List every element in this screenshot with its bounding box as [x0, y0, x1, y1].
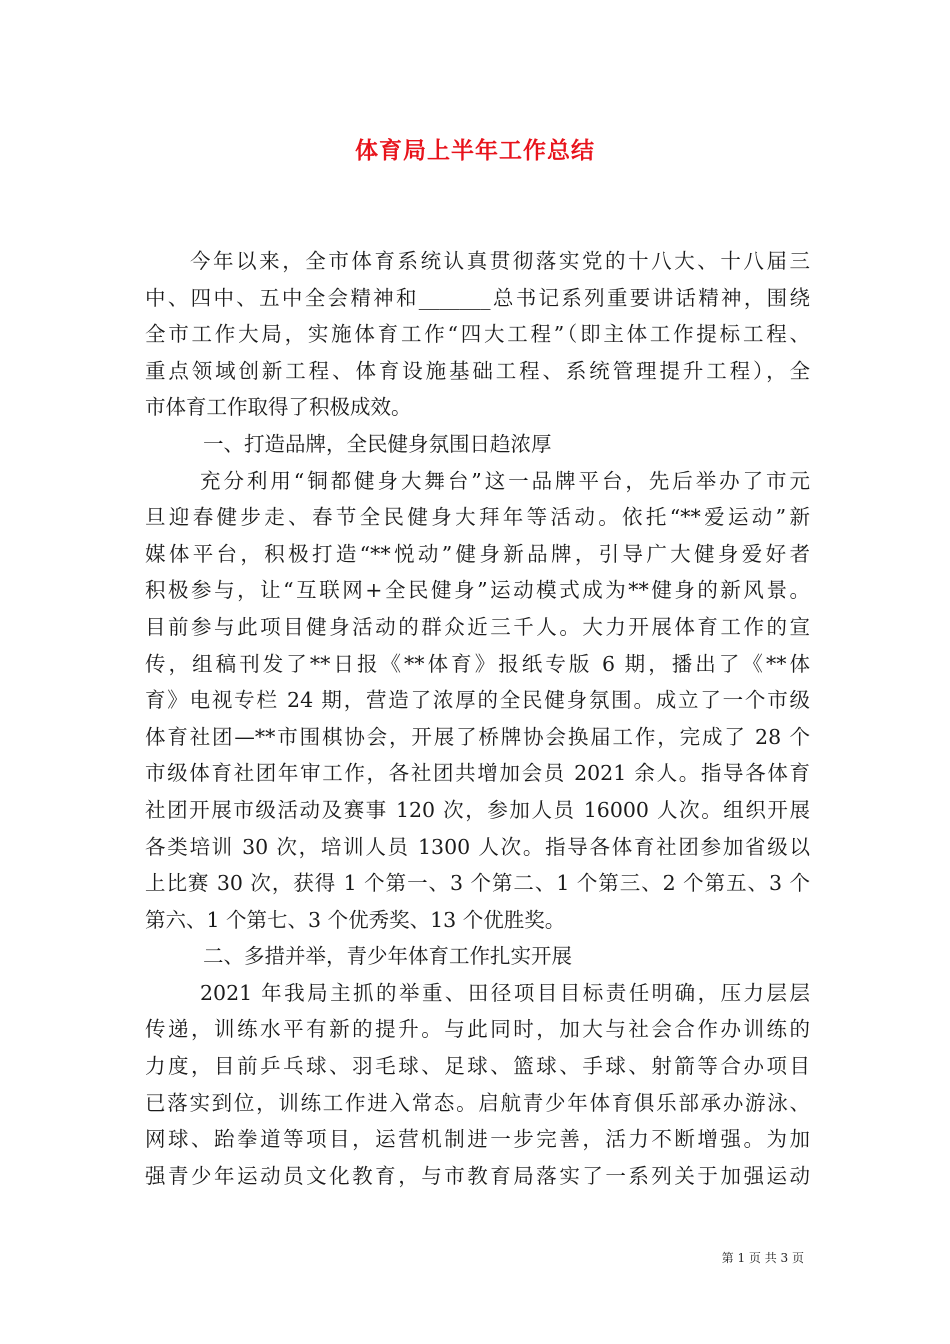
text-line: 已落实到位，训练工作进入常态。启航青少年体育俱乐部承办游泳、 — [145, 1090, 810, 1115]
section-heading-2: 二、多措并举，青少年体育工作扎实开展 — [203, 944, 572, 969]
document-body — [145, 243, 810, 1194]
text-line: 今年以来，全市体育系统认真贯彻落实党的十八大、十八届三 — [190, 249, 810, 273]
text-line: 2021 年我局主抓的举重、田径项目目标责任明确，压力层层 — [200, 980, 810, 1005]
text-line: 上比赛 30 次，获得 1 个第一、3 个第二、1 个第三、2 个第五、3 个 — [145, 871, 810, 896]
text-line: 市级体育社团年审工作，各社团共增加会员 2021 余人。指导各体育 — [145, 761, 810, 786]
text-line: 传，组稿刊发了**日报《**体育》报纸专版 6 期，播出了《**体 — [145, 651, 810, 676]
text-line: 重点领域创新工程、体育设施基础工程、系统管理提升工程），全 — [145, 358, 810, 383]
text-line: 中、四中、五中全会精神和_______总书记系列重要讲话精神，围绕 — [145, 285, 810, 310]
text-line: 社团开展市级活动及赛事 120 次，参加人员 16000 人次。组织开展 — [145, 797, 810, 822]
text-line: 网球、跆拳道等项目，运营机制进一步完善，活力不断增强。为加 — [145, 1127, 810, 1152]
text-line: 积极参与，让“互联网+全民健身”运动模式成为**健身的新风景。 — [145, 578, 810, 603]
text-line: 充分利用“铜都健身大舞台”这一品牌平台，先后举办了市元 — [200, 468, 810, 493]
text-line: 强青少年运动员文化教育，与市教育局落实了一系列关于加强运动 — [145, 1163, 810, 1188]
page-number: 第 1 页 共 3 页 — [721, 1251, 804, 1265]
document-title: 体育局上半年工作总结 — [355, 138, 595, 164]
text-line: 力度，目前乒乓球、羽毛球、足球、篮球、手球、射箭等合办项目 — [145, 1054, 810, 1079]
text-line: 市体育工作取得了积极成效。 — [145, 395, 412, 420]
section-heading-1: 一、打造品牌，全民健身氛围日趋浓厚 — [203, 431, 552, 456]
text-line: 旦迎春健步走、春节全民健身大拜年等活动。依托“**爱运动”新 — [145, 505, 810, 530]
text-line: 全市工作大局，实施体育工作“四大工程”（即主体工作提标工程、 — [145, 322, 810, 347]
text-line: 第六、1 个第七、3 个优秀奖、13 个优胜奖。 — [145, 907, 566, 932]
text-line: 媒体平台，积极打造“**悦动”健身新品牌，引导广大健身爱好者 — [145, 541, 810, 566]
text-line: 传递，训练水平有新的提升。与此同时，加大与社会合作办训练的 — [145, 1017, 810, 1042]
text-line: 体育社团—**市围棋协会，开展了桥牌协会换届工作，完成了 28 个 — [145, 724, 810, 749]
text-line: 目前参与此项目健身活动的群众近三千人。大力开展体育工作的宣 — [145, 614, 810, 639]
text-line: 育》电视专栏 24 期，营造了浓厚的全民健身氛围。成立了一个市级 — [145, 688, 810, 713]
text-line: 各类培训 30 次，培训人员 1300 人次。指导各体育社团参加省级以 — [145, 834, 810, 859]
